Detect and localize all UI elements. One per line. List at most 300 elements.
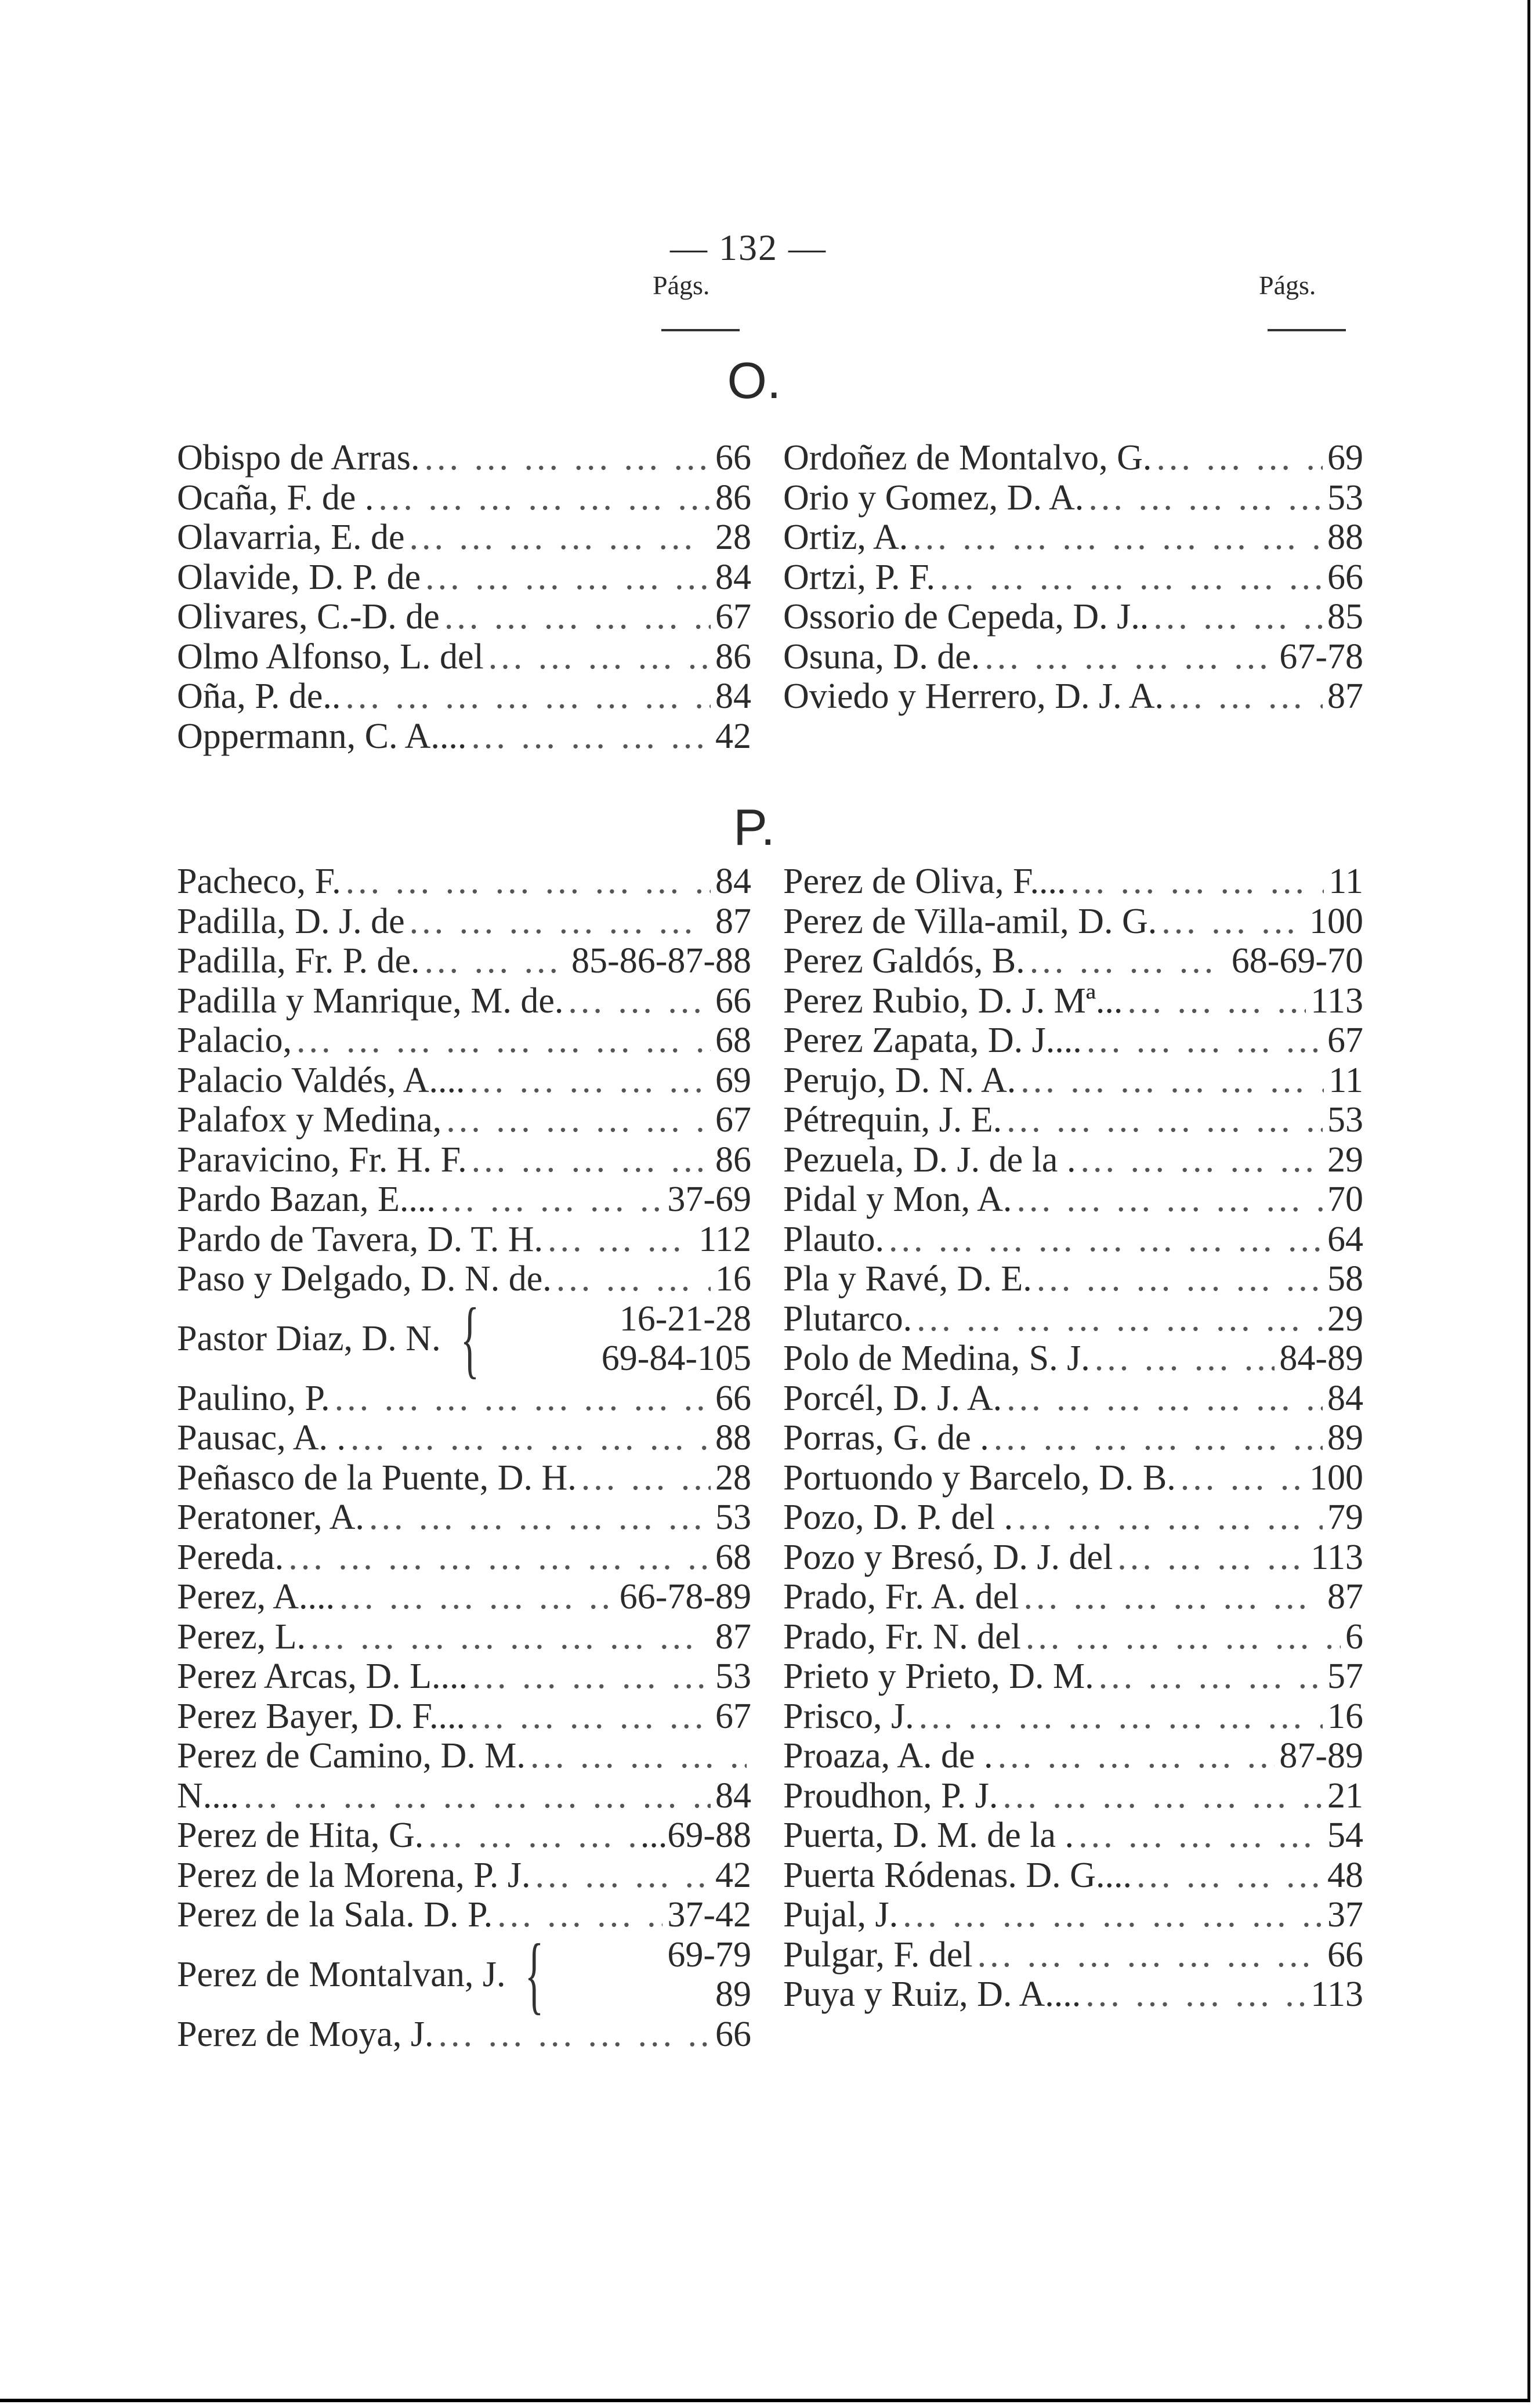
index-entry bbox=[177, 981, 751, 1021]
entry-page-stack bbox=[602, 1299, 751, 1379]
entry-page: 29 bbox=[1327, 1299, 1363, 1339]
index-entry bbox=[783, 1816, 1363, 1856]
leader-dots bbox=[378, 478, 711, 518]
index-entry bbox=[783, 1856, 1363, 1896]
section-p-right-column bbox=[783, 862, 1363, 2015]
entry-name: Perez Rubio, D. J. Mª... bbox=[783, 981, 1123, 1021]
entry-name: Pardo de Tavera, D. T. H. bbox=[177, 1219, 543, 1259]
leader-dots bbox=[470, 1061, 711, 1101]
index-entry bbox=[177, 1617, 751, 1657]
leader-dots bbox=[440, 1180, 662, 1220]
index-entry bbox=[177, 1418, 751, 1458]
index-entry bbox=[783, 1418, 1363, 1458]
leader-dots bbox=[428, 1816, 636, 1856]
entry-name: Pezuela, D. J. de la . bbox=[783, 1140, 1076, 1180]
entry-name: Porras, G. de . bbox=[783, 1418, 989, 1458]
entry-page: 54 bbox=[1327, 1816, 1363, 1855]
entry-name: Perez de Camino, D. M. bbox=[177, 1736, 526, 1776]
leader-dots bbox=[1018, 1498, 1323, 1538]
section-o-left-column bbox=[177, 438, 751, 756]
index-entry bbox=[783, 1697, 1363, 1737]
leader-dots bbox=[409, 518, 711, 558]
entry-name: Pétrequin, J. E. bbox=[783, 1100, 1002, 1140]
page-number: — 132 — bbox=[670, 227, 827, 268]
entry-name: Perez de la Morena, P. J. bbox=[177, 1855, 531, 1895]
entry-name: Puerta, D. M. de la . bbox=[783, 1816, 1074, 1855]
entry-page: 66-78-89 bbox=[619, 1577, 751, 1617]
entry-page: 66 bbox=[715, 2014, 751, 2054]
leader-dots bbox=[244, 1776, 711, 1816]
index-entry bbox=[783, 1140, 1363, 1180]
entry-name: Pidal y Mon, A. bbox=[783, 1180, 1012, 1219]
entry-page: 48 bbox=[1327, 1855, 1363, 1895]
index-entry bbox=[783, 1935, 1363, 1975]
leader-dots bbox=[346, 862, 711, 902]
index-entry bbox=[783, 438, 1363, 478]
entry-page-continued: 89 bbox=[715, 1975, 751, 2014]
leader-dots bbox=[1181, 1458, 1305, 1498]
leader-dots bbox=[470, 1697, 711, 1737]
index-entry bbox=[783, 1776, 1363, 1816]
index-entry bbox=[177, 478, 751, 518]
entry-name: Prisco, J. bbox=[783, 1696, 914, 1736]
entry-name: Oppermann, C. A.... bbox=[177, 716, 467, 756]
pages-column-heading-left: Págs. bbox=[653, 270, 710, 300]
entry-name: N.... bbox=[177, 1776, 239, 1816]
entry-page: 113 bbox=[1310, 981, 1363, 1021]
entry-page: 11 bbox=[1328, 862, 1363, 901]
index-entry bbox=[783, 1498, 1363, 1538]
index-entry bbox=[177, 902, 751, 942]
index-entry bbox=[177, 1021, 751, 1061]
entry-name: Prado, Fr. A. del bbox=[783, 1577, 1019, 1617]
entry-page: 53 bbox=[1327, 478, 1363, 518]
index-entry bbox=[783, 1657, 1363, 1697]
entry-name: Olivares, C.-D. de bbox=[177, 597, 440, 637]
index-entry bbox=[783, 1895, 1363, 1935]
entry-page: 84-89 bbox=[1279, 1339, 1363, 1378]
entry-page: 37 bbox=[1327, 1895, 1363, 1935]
index-entry bbox=[177, 1140, 751, 1180]
index-entry bbox=[783, 862, 1363, 902]
entry-name: Pereda. bbox=[177, 1537, 284, 1577]
leader-dots bbox=[581, 1458, 711, 1498]
index-entry bbox=[783, 677, 1363, 717]
entry-page: 85-86-87-88 bbox=[571, 941, 751, 981]
entry-name: Olavarria, E. de bbox=[177, 518, 405, 557]
entry-page: 57 bbox=[1327, 1657, 1363, 1696]
entry-page: 113 bbox=[1310, 1537, 1363, 1577]
entry-page: 69-79 bbox=[667, 1935, 751, 1975]
entry-name: Pausac, A. . bbox=[177, 1418, 346, 1458]
entry-page: 66 bbox=[715, 1378, 751, 1418]
index-entry bbox=[177, 1895, 751, 1935]
entry-name: Pla y Ravé, D. E. bbox=[783, 1259, 1032, 1299]
entry-name: Pujal, J. bbox=[783, 1895, 899, 1935]
leader-dots bbox=[350, 1418, 711, 1458]
leader-dots bbox=[1002, 1776, 1323, 1816]
entry-page: 16 bbox=[1327, 1696, 1363, 1736]
leader-dots bbox=[424, 438, 711, 478]
entry-name: Padilla, Fr. P. de. bbox=[177, 941, 420, 981]
index-entry bbox=[177, 941, 751, 981]
entry-name: Ortzi, P. F. bbox=[783, 557, 936, 597]
index-entry bbox=[177, 1538, 751, 1578]
leader-dots bbox=[1085, 1975, 1306, 2015]
entry-name: Palacio Valdés, A.... bbox=[177, 1060, 465, 1100]
entry-page: 67 bbox=[715, 597, 751, 637]
index-entry bbox=[783, 1220, 1363, 1260]
entry-name: Perez Galdós, B. bbox=[783, 941, 1025, 981]
leader-dots bbox=[296, 1021, 711, 1061]
leader-dots bbox=[548, 1220, 694, 1260]
leader-dots bbox=[471, 717, 711, 757]
entry-page-continued: 69-84-105 bbox=[601, 1339, 751, 1378]
leader-dots bbox=[1127, 981, 1306, 1021]
entry-name: Osuna, D. de. bbox=[783, 637, 980, 677]
entry-page: 21 bbox=[1327, 1776, 1363, 1816]
entry-page: 16 bbox=[715, 1259, 751, 1299]
index-entry bbox=[783, 1975, 1363, 2015]
entry-name: Proaza, A. de . bbox=[783, 1736, 993, 1776]
entry-page: 53 bbox=[715, 1657, 751, 1696]
index-entry bbox=[177, 1926, 751, 2023]
leader-dots bbox=[310, 1617, 711, 1657]
leader-dots bbox=[903, 1895, 1323, 1935]
entry-name: Oviedo y Herrero, D. J. A. bbox=[783, 677, 1164, 716]
leader-dots bbox=[917, 1299, 1323, 1339]
index-entry bbox=[783, 902, 1363, 942]
entry-name: Porcél, D. J. A. bbox=[783, 1378, 1002, 1418]
index-entry bbox=[783, 1259, 1363, 1299]
index-entry bbox=[177, 1290, 751, 1387]
index-entry bbox=[783, 558, 1363, 598]
entry-page: 87 bbox=[1327, 1577, 1363, 1617]
entry-name: Pulgar, F. del bbox=[783, 1935, 973, 1975]
index-entry bbox=[783, 1736, 1363, 1776]
index-entry bbox=[783, 1021, 1363, 1061]
leader-dots bbox=[1070, 862, 1324, 902]
entry-name: Prieto y Prieto, D. M. bbox=[783, 1657, 1094, 1696]
leader-dots bbox=[1078, 1816, 1323, 1856]
index-entry bbox=[177, 558, 751, 598]
entry-page: 100 bbox=[1309, 901, 1363, 941]
index-entry bbox=[177, 597, 751, 637]
index-entry bbox=[783, 637, 1363, 677]
entry-page: 66 bbox=[715, 981, 751, 1021]
leader-dots bbox=[497, 1895, 662, 1935]
entry-page: 88 bbox=[1327, 518, 1363, 557]
leader-dots bbox=[472, 1140, 711, 1180]
leader-dots bbox=[345, 677, 711, 717]
entry-page: 28 bbox=[715, 518, 751, 557]
leader-dots bbox=[438, 2015, 711, 2055]
entry-name: Perez de Moya, J. bbox=[177, 2014, 434, 2054]
entry-page: 66 bbox=[1327, 1935, 1363, 1975]
entry-page: 84 bbox=[1327, 1378, 1363, 1418]
index-entry bbox=[177, 1697, 751, 1737]
entry-page: 87 bbox=[715, 1617, 751, 1657]
leader-dots bbox=[1016, 1180, 1323, 1220]
index-entry bbox=[177, 1816, 751, 1856]
entry-name: Perez de la Sala. D. P. bbox=[177, 1895, 493, 1935]
entry-name: Perez de Montalvan, J. bbox=[177, 1955, 506, 1994]
index-entry bbox=[177, 1657, 751, 1697]
entry-page: 42 bbox=[715, 716, 751, 756]
entry-name: Puya y Ruiz, D. A.... bbox=[783, 1975, 1081, 2014]
index-entry bbox=[783, 1617, 1363, 1657]
entry-name: Ossorio de Cepeda, D. J.. bbox=[783, 597, 1149, 637]
entry-name: Perez Arcas, D. L.... bbox=[177, 1657, 468, 1696]
index-entry bbox=[783, 518, 1363, 558]
entry-page: ...69-88 bbox=[640, 1816, 751, 1855]
index-entry bbox=[783, 1180, 1363, 1220]
index-entry bbox=[783, 1299, 1363, 1339]
entry-name: Pacheco, F. bbox=[177, 862, 341, 901]
entry-page: 86 bbox=[715, 1140, 751, 1180]
entry-name: Peñasco de la Puente, D. H. bbox=[177, 1458, 577, 1498]
leader-dots bbox=[339, 1577, 615, 1617]
entry-name: Obispo de Arras. bbox=[177, 438, 420, 478]
entry-page: 86 bbox=[715, 478, 751, 518]
entry-name: Olavide, D. P. de bbox=[177, 557, 421, 597]
index-entry bbox=[783, 1100, 1363, 1140]
index-entry bbox=[177, 1577, 751, 1617]
entry-name: Pastor Diaz, D. N. bbox=[177, 1319, 441, 1358]
index-entry bbox=[177, 1220, 751, 1260]
entry-page: 42 bbox=[715, 1855, 751, 1895]
entry-name: Ortiz, A. bbox=[783, 518, 908, 557]
entry-page: 79 bbox=[1327, 1498, 1363, 1537]
leader-dots bbox=[940, 558, 1323, 598]
brace-glyph: { bbox=[460, 1290, 479, 1387]
entry-page: 87 bbox=[715, 901, 751, 941]
entry-page: 53 bbox=[1327, 1100, 1363, 1140]
index-entry bbox=[177, 1776, 751, 1816]
entry-page-stack bbox=[667, 1935, 751, 2015]
leader-dots bbox=[1020, 1061, 1324, 1101]
leader-dots bbox=[1026, 1617, 1341, 1657]
leader-dots bbox=[444, 597, 711, 637]
leader-dots bbox=[1168, 677, 1323, 717]
leader-dots bbox=[994, 1418, 1323, 1458]
entry-page: 112 bbox=[698, 1219, 751, 1259]
index-entry bbox=[783, 1061, 1363, 1101]
leader-dots bbox=[1088, 478, 1323, 518]
entry-page: 84 bbox=[715, 677, 751, 716]
leader-dots bbox=[1087, 1021, 1323, 1061]
leader-dots bbox=[1030, 941, 1227, 981]
section-letter-o: O. bbox=[727, 352, 781, 409]
leader-dots bbox=[1095, 1339, 1275, 1379]
leader-dots bbox=[472, 1657, 711, 1697]
index-entry bbox=[177, 1736, 751, 1776]
leader-dots bbox=[425, 558, 711, 598]
index-entry bbox=[783, 1379, 1363, 1419]
leader-dots bbox=[568, 981, 711, 1021]
entry-name: Pardo Bazan, E.... bbox=[177, 1180, 436, 1219]
entry-name: Ordoñez de Montalvo, G. bbox=[783, 438, 1152, 478]
entry-name: Perez, L. bbox=[177, 1617, 306, 1657]
entry-page: 89 bbox=[1327, 1418, 1363, 1458]
leader-dots bbox=[1007, 1379, 1323, 1419]
entry-page: 11 bbox=[1328, 1060, 1363, 1100]
entry-name: Puerta Ródenas. D. G.... bbox=[783, 1855, 1132, 1895]
entry-page: 64 bbox=[1327, 1219, 1363, 1259]
entry-name: Perez, A.... bbox=[177, 1577, 335, 1617]
entry-page: 86 bbox=[715, 637, 751, 677]
entry-page: 68 bbox=[715, 1021, 751, 1060]
leader-dots bbox=[1007, 1100, 1323, 1140]
leader-dots bbox=[1156, 438, 1323, 478]
leader-dots bbox=[984, 637, 1275, 677]
leader-dots bbox=[1161, 902, 1305, 942]
index-entry bbox=[177, 1180, 751, 1220]
index-entry bbox=[177, 1856, 751, 1896]
entry-page: 37-69 bbox=[667, 1180, 751, 1219]
entry-page: 68-69-70 bbox=[1231, 941, 1363, 981]
entry-name: Plutarco. bbox=[783, 1299, 913, 1339]
entry-page: 68 bbox=[715, 1537, 751, 1577]
entry-name: Perez Bayer, D. F.... bbox=[177, 1696, 466, 1736]
entry-page: 88 bbox=[715, 1418, 751, 1458]
index-entry bbox=[177, 1498, 751, 1538]
index-entry bbox=[177, 1061, 751, 1101]
entry-name: Plauto. bbox=[783, 1219, 884, 1259]
entry-page: 87-89 bbox=[1279, 1736, 1363, 1776]
leader-dots bbox=[1136, 1856, 1323, 1896]
entry-page: 113 bbox=[1310, 1975, 1363, 2014]
index-entry bbox=[177, 518, 751, 558]
entry-page: 28 bbox=[715, 1458, 751, 1498]
entry-page: 67 bbox=[715, 1100, 751, 1140]
entry-name: Paso y Delgado, D. N. de. bbox=[177, 1259, 552, 1299]
index-entry bbox=[177, 2015, 751, 2055]
entry-page: 58 bbox=[1327, 1259, 1363, 1299]
entry-page: 66 bbox=[715, 438, 751, 478]
index-entry bbox=[783, 1577, 1363, 1617]
leader-dots bbox=[530, 1736, 747, 1776]
heading-rule-left bbox=[661, 329, 740, 331]
leader-dots bbox=[1117, 1538, 1306, 1578]
section-o-right-column bbox=[783, 438, 1363, 717]
entry-name: Portuondo y Barcelo, D. B. bbox=[783, 1458, 1176, 1498]
index-entry bbox=[783, 1538, 1363, 1578]
leader-dots bbox=[369, 1498, 711, 1538]
leader-dots bbox=[889, 1220, 1323, 1260]
entry-page: 16-21-28 bbox=[619, 1299, 751, 1339]
index-entry bbox=[783, 981, 1363, 1021]
brace-glyph: { bbox=[525, 1926, 544, 2023]
leader-dots bbox=[1153, 597, 1323, 637]
entry-name: Peratoner, A. bbox=[177, 1498, 364, 1537]
entry-page: 53 bbox=[715, 1498, 751, 1537]
index-entry bbox=[177, 438, 751, 478]
entry-page: 87 bbox=[1327, 677, 1363, 716]
entry-page: 84 bbox=[715, 862, 751, 901]
entry-name: Proudhon, P. J. bbox=[783, 1776, 998, 1816]
index-entry bbox=[177, 1100, 751, 1140]
entry-name: Prado, Fr. N. del bbox=[783, 1617, 1021, 1657]
entry-page: 66 bbox=[1327, 557, 1363, 597]
leader-dots bbox=[1099, 1657, 1323, 1697]
entry-name: Perujo, D. N. A. bbox=[783, 1060, 1016, 1100]
leader-dots bbox=[978, 1935, 1323, 1975]
entry-page: 67-78 bbox=[1279, 637, 1363, 677]
leader-dots bbox=[556, 1259, 711, 1299]
entry-page: 69 bbox=[1327, 438, 1363, 478]
entry-page: 84 bbox=[715, 1776, 751, 1816]
entry-page: 67 bbox=[715, 1696, 751, 1736]
index-entry bbox=[783, 478, 1363, 518]
entry-name: Palacio, bbox=[177, 1021, 292, 1060]
index-entry bbox=[177, 862, 751, 902]
entry-name: Perez de Villa-amil, D. G. bbox=[783, 901, 1157, 941]
index-entry bbox=[177, 637, 751, 677]
heading-rule-right bbox=[1268, 329, 1346, 331]
leader-dots bbox=[913, 518, 1323, 558]
leader-dots bbox=[1037, 1259, 1323, 1299]
entry-name: Paulino, P. bbox=[177, 1378, 330, 1418]
entry-name: Polo de Medina, S. J. bbox=[783, 1339, 1090, 1378]
entry-name: Oña, P. de.. bbox=[177, 677, 341, 716]
entry-page: 6 bbox=[1345, 1617, 1363, 1657]
entry-name: Perez de Oliva, F.... bbox=[783, 862, 1066, 901]
leader-dots bbox=[998, 1736, 1275, 1776]
pages-column-heading-right: Págs. bbox=[1259, 270, 1316, 300]
entry-name: Olmo Alfonso, L. del bbox=[177, 637, 484, 677]
entry-name: Pozo y Bresó, D. J. del bbox=[783, 1537, 1113, 1577]
entry-name: Orio y Gomez, D. A. bbox=[783, 478, 1084, 518]
leader-dots bbox=[1023, 1577, 1323, 1617]
leader-dots bbox=[1080, 1140, 1323, 1180]
index-entry bbox=[177, 717, 751, 757]
leader-dots bbox=[535, 1856, 711, 1896]
index-entry bbox=[783, 1458, 1363, 1498]
entry-page: 84 bbox=[715, 557, 751, 597]
index-entry bbox=[177, 677, 751, 717]
entry-name: Palafox y Medina, bbox=[177, 1100, 442, 1140]
entry-page: 29 bbox=[1327, 1140, 1363, 1180]
entry-page: 85 bbox=[1327, 597, 1363, 637]
section-letter-p: P. bbox=[733, 798, 775, 856]
entry-name: Perez Zapata, D. J.... bbox=[783, 1021, 1082, 1060]
leader-dots bbox=[446, 1100, 711, 1140]
entry-name: Paravicino, Fr. H. F. bbox=[177, 1140, 467, 1180]
entry-page: 37-42 bbox=[667, 1895, 751, 1935]
leader-dots bbox=[425, 941, 567, 981]
leader-dots bbox=[288, 1538, 711, 1578]
index-entry bbox=[177, 1458, 751, 1498]
leader-dots bbox=[488, 637, 711, 677]
entry-name: Padilla, D. J. de bbox=[177, 901, 405, 941]
index-entry bbox=[783, 597, 1363, 637]
leader-dots bbox=[335, 1379, 711, 1419]
leader-dots bbox=[410, 902, 711, 942]
entry-page: 67 bbox=[1327, 1021, 1363, 1060]
entry-page: 100 bbox=[1309, 1458, 1363, 1498]
index-entry bbox=[783, 1339, 1363, 1379]
entry-name: Padilla y Manrique, M. de. bbox=[177, 981, 564, 1021]
entry-name: Ocaña, F. de . bbox=[177, 478, 374, 518]
entry-page: 70 bbox=[1327, 1180, 1363, 1219]
leader-dots bbox=[919, 1697, 1323, 1737]
entry-name: Pozo, D. P. del . bbox=[783, 1498, 1013, 1537]
index-entry bbox=[783, 941, 1363, 981]
section-p-left-column bbox=[177, 862, 751, 2054]
entry-name: Perez de Hita, G. bbox=[177, 1816, 424, 1855]
entry-page: 69 bbox=[715, 1060, 751, 1100]
